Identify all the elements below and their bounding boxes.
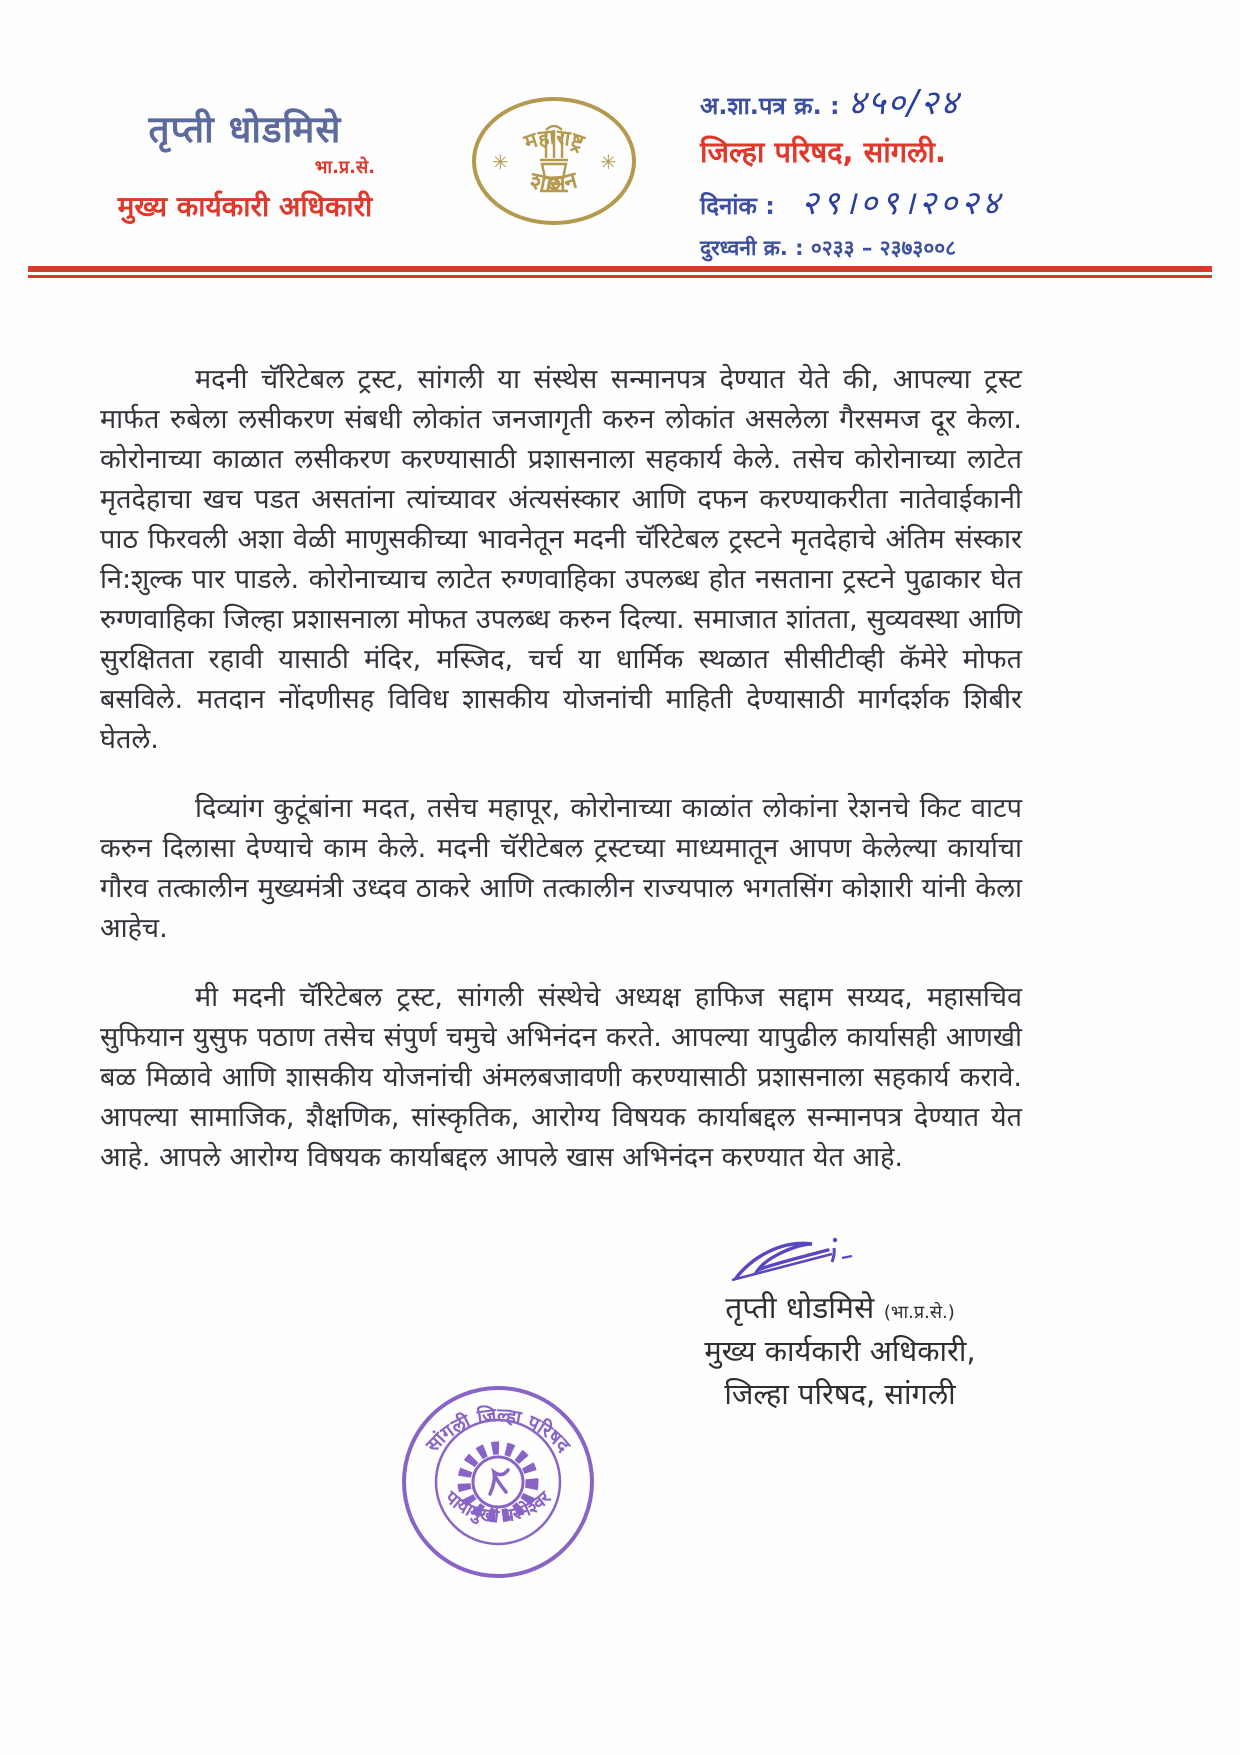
date-label: दिनांक : xyxy=(700,192,775,220)
paragraph-3: मी मदनी चॅरिटेबल ट्रस्ट, सांगली संस्थेचे अध्यक्ष हाफिज सद्दाम सय्यद, महासचिव सुफियान युसुफ पठाण तसेच संपुर्ण चमुचे अभिनंदन करते. आपल्या यापुढील कार्यासही आणखी बळ मिळावे आणि शासकीय योजनांची अंमलबजावणी करण्यासाठी प्रशासनाला सहकार्य करावे. आपल्या सामाजिक, शैक्षणिक, सांस्कृतिक, आरोग्य विषयक कार्याबद्दल सन्मानपत्र देण्यात येत आहे. आपले आरोग्य विषयक कार्याबद्दल आपले खास अभिनंदन करण्यात येत आहे. xyxy=(100,982,1022,1173)
zilla-parishad-stamp-icon xyxy=(398,1382,598,1582)
letterhead-reference-block xyxy=(700,78,1200,262)
officer-name: तृप्ती धोडमिसे xyxy=(148,108,342,151)
divider-thick-line xyxy=(28,266,1212,272)
emblem-right-flower-icon: ✳ xyxy=(600,150,617,174)
stamp-arc-top-text: सांगली जिल्हा परिषद xyxy=(421,1404,575,1457)
signature-icon xyxy=(728,1228,858,1290)
emblem-left-flower-icon: ✳ xyxy=(492,150,509,174)
officer-ips-tag: भा.प्र.से. xyxy=(314,157,375,178)
paragraph-2: दिव्यांग कुटूंबांना मदत, तसेच महापूर, कोरोनाच्या काळांत लोकांना रेशनचे किट वाटप करुन दिलासा देण्याचे काम केले. मदनी चॅरीटेबल ट्रस्टच्या माध्यमातून आपण केलेल्या कार्याचा गौरव तत्कालीन मुख्यमंत्री उध्दव ठाकरे आणि तत्कालीन राज्यपाल भगतसिंग कोशारी यांनी केला आहेच. xyxy=(100,793,1022,944)
date-handwritten: २९।०९।२०२४ xyxy=(801,183,1004,222)
signer-designation: मुख्य कार्यकारी अधिकारी, xyxy=(704,1334,976,1368)
phone-line: दुरध्वनी क्र. : ०२३३ – २३७३००८ xyxy=(700,236,957,260)
signature-block xyxy=(620,1286,1060,1413)
officer-designation: मुख्य कार्यकारी अधिकारी xyxy=(117,190,373,223)
stamp-arc-bottom-text: पायामुखी परमेश्वर xyxy=(440,1487,556,1528)
signer-suffix: (भा.प्र.से.) xyxy=(883,1302,955,1323)
red-divider-rule xyxy=(28,266,1212,278)
paragraph-1: मदनी चॅरिटेबल ट्रस्ट, सांगली या संस्थेस सन्मानपत्र देण्यात येते की, आपल्या ट्रस्ट मार्फत रुबेला लसीकरण संबधी लोकांत जनजागृती करुन लोकांत असलेला गैरसमज दूर केला. कोरोनाच्या काळात लसीकरण करण्यासाठी प्रशासनाला सहकार्य केले. तसेच कोरोनाच्या लाटेत मृतदेहाचा खच पडत असतांना त्यांच्यावर अंत्यसंस्कार आणि दफन करण्याकरीता नातेवाईकानी पाठ फिरवली अशा वेळी माणुसकीच्या भावनेतून मदनी चॅरिटेबल ट्रस्टने मृतदेहाचे अंतिम संस्कार नि:शुल्क पार पाडले. कोरोनाच्याच लाटेत रुग्णवाहिका उपलब्ध होत नसताना ट्रस्टने पुढाकार घेत रुग्णवाहिका जिल्हा प्रशासनाला मोफत उपलब्ध करुन दिल्या. समाजात शांतता, सुव्यवस्था आणि सुरक्षितता रहावी यासाठी मंदिर, मस्जिद, चर्च या धार्मिक स्थळात सीसीटीव्ही कॅमेरे मोफत बसविले. मतदान नोंदणीसह विविध शासकीय योजनांची माहिती देण्यासाठी मार्गदर्शक शिबीर घेतले. xyxy=(100,364,1022,755)
signer-organization: जिल्हा परिषद, सांगली xyxy=(724,1377,956,1411)
organization-name: जिल्हा परिषद, सांगली. xyxy=(700,135,946,169)
letterhead-officer-block xyxy=(105,102,385,225)
svg-text:शासन xyxy=(527,167,581,198)
divider-thin-line xyxy=(28,275,1212,278)
letter-body xyxy=(100,360,1022,1207)
emblem-top-text: महाराष्ट्र xyxy=(520,124,588,155)
date-line xyxy=(700,179,1200,224)
maharashtra-government-seal-icon xyxy=(468,92,640,230)
ref-number-line xyxy=(700,78,1200,124)
signer-name: तृप्ती धोडमिसे xyxy=(725,1291,875,1326)
emblem-bottom-text: शासन xyxy=(528,167,581,198)
ref-number-label: अ.शा.पत्र क्र. : xyxy=(700,92,840,120)
signer-name-line xyxy=(620,1286,1060,1327)
ref-number-handwritten: ४५०/२४ xyxy=(848,83,960,123)
